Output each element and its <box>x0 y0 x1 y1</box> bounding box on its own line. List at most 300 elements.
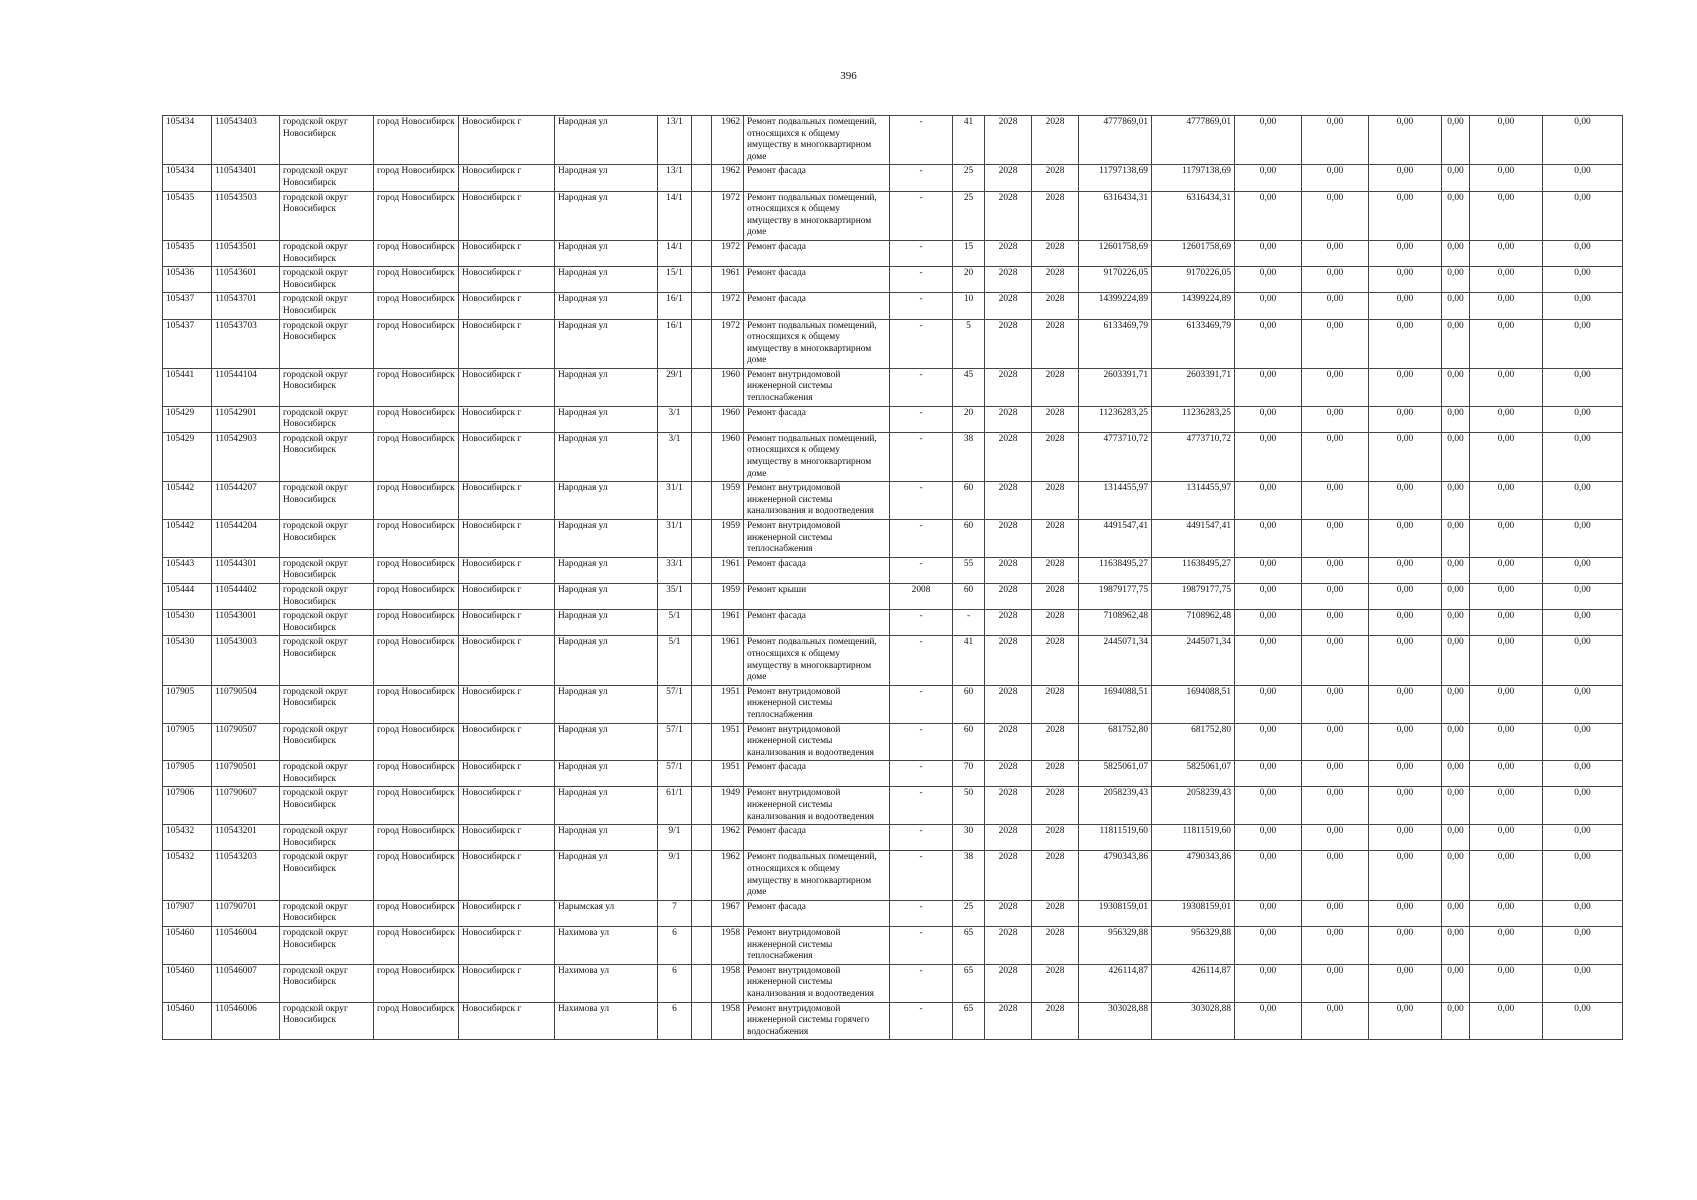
cell-plan-start: 2028 <box>985 636 1032 685</box>
cell-id: 105436 <box>163 267 212 293</box>
cell-street: Народная ул <box>555 319 658 368</box>
cell-empty <box>692 267 712 293</box>
cell-district: городской округ Новосибирск <box>280 165 374 191</box>
cell-last-repair: - <box>890 240 953 266</box>
cell-city: Новосибирск г <box>459 432 555 481</box>
cell-v6: 0,00 <box>1543 610 1623 636</box>
cell-settlement: город Новосибирск <box>374 368 459 406</box>
cell-v6: 0,00 <box>1543 267 1623 293</box>
cell-code: 110790607 <box>212 787 280 825</box>
cell-v3: 0,00 <box>1369 787 1442 825</box>
cell-id: 105429 <box>163 432 212 481</box>
cell-street: Народная ул <box>555 520 658 558</box>
cell-cost-fund: 4777869,01 <box>1152 116 1235 165</box>
cell-v1: 0,00 <box>1235 583 1302 609</box>
cell-district: городской округ Новосибирск <box>280 240 374 266</box>
cell-v1: 0,00 <box>1235 636 1302 685</box>
cell-v1: 0,00 <box>1235 116 1302 165</box>
cell-v1: 0,00 <box>1235 723 1302 761</box>
cell-empty <box>692 165 712 191</box>
cell-cost-fund: 6316434,31 <box>1152 191 1235 240</box>
cell-cost-total: 19308159,01 <box>1079 900 1152 926</box>
cell-city: Новосибирск г <box>459 583 555 609</box>
table-row <box>163 927 1623 965</box>
cell-settlement: город Новосибирск <box>374 964 459 1002</box>
cell-v3: 0,00 <box>1369 319 1442 368</box>
cell-empty <box>692 557 712 583</box>
cell-street: Народная ул <box>555 432 658 481</box>
cell-empty <box>692 964 712 1002</box>
cell-work: Ремонт подвальных помещений, относящихся к общему имуществу в многоквартирном доме <box>744 851 890 900</box>
cell-v4: 0,00 <box>1442 432 1470 481</box>
table-row <box>163 851 1623 900</box>
cell-id: 105442 <box>163 482 212 520</box>
cell-cost-total: 5825061,07 <box>1079 761 1152 787</box>
cell-settlement: город Новосибирск <box>374 293 459 319</box>
cell-house: 57/1 <box>658 761 692 787</box>
cell-work: Ремонт внутридомовой инженерной системы горячего водоснабжения <box>744 1002 890 1040</box>
cell-v2: 0,00 <box>1302 851 1369 900</box>
cell-v3: 0,00 <box>1369 685 1442 723</box>
cell-empty <box>692 406 712 432</box>
cell-wear: 55 <box>953 557 985 583</box>
cell-v2: 0,00 <box>1302 761 1369 787</box>
cell-empty <box>692 432 712 481</box>
cell-settlement: город Новосибирск <box>374 319 459 368</box>
cell-v3: 0,00 <box>1369 432 1442 481</box>
table-row <box>163 610 1623 636</box>
cell-cost-total: 11811519,60 <box>1079 825 1152 851</box>
cell-v3: 0,00 <box>1369 482 1442 520</box>
cell-settlement: город Новосибирск <box>374 240 459 266</box>
cell-cost-fund: 4773710,72 <box>1152 432 1235 481</box>
cell-code: 110544402 <box>212 583 280 609</box>
cell-work: Ремонт фасада <box>744 761 890 787</box>
cell-code: 110790504 <box>212 685 280 723</box>
cell-v5: 0,00 <box>1470 557 1543 583</box>
cell-wear: 60 <box>953 685 985 723</box>
cell-city: Новосибирск г <box>459 964 555 1002</box>
cell-v1: 0,00 <box>1235 851 1302 900</box>
cell-v2: 0,00 <box>1302 900 1369 926</box>
cell-street: Народная ул <box>555 557 658 583</box>
cell-id: 105432 <box>163 851 212 900</box>
cell-year: 1959 <box>712 520 744 558</box>
cell-city: Новосибирск г <box>459 557 555 583</box>
cell-plan-start: 2028 <box>985 557 1032 583</box>
cell-v1: 0,00 <box>1235 1002 1302 1040</box>
table-row <box>163 116 1623 165</box>
cell-v5: 0,00 <box>1470 165 1543 191</box>
cell-v4: 0,00 <box>1442 900 1470 926</box>
cell-last-repair: - <box>890 319 953 368</box>
cell-v4: 0,00 <box>1442 116 1470 165</box>
cell-wear: 60 <box>953 583 985 609</box>
cell-v4: 0,00 <box>1442 319 1470 368</box>
cell-plan-end: 2028 <box>1032 900 1079 926</box>
cell-v6: 0,00 <box>1543 191 1623 240</box>
cell-plan-end: 2028 <box>1032 368 1079 406</box>
cell-street: Нахимова ул <box>555 964 658 1002</box>
cell-v6: 0,00 <box>1543 851 1623 900</box>
cell-last-repair: - <box>890 406 953 432</box>
cell-street: Народная ул <box>555 787 658 825</box>
cell-plan-start: 2028 <box>985 432 1032 481</box>
cell-plan-end: 2028 <box>1032 406 1079 432</box>
table-row <box>163 1002 1623 1040</box>
cell-district: городской округ Новосибирск <box>280 482 374 520</box>
cell-v6: 0,00 <box>1543 432 1623 481</box>
cell-settlement: город Новосибирск <box>374 927 459 965</box>
cell-v4: 0,00 <box>1442 761 1470 787</box>
cell-wear: 45 <box>953 368 985 406</box>
cell-city: Новосибирск г <box>459 685 555 723</box>
cell-cost-fund: 2603391,71 <box>1152 368 1235 406</box>
cell-district: городской округ Новосибирск <box>280 761 374 787</box>
table-row <box>163 964 1623 1002</box>
cell-v2: 0,00 <box>1302 191 1369 240</box>
cell-v2: 0,00 <box>1302 240 1369 266</box>
cell-v4: 0,00 <box>1442 851 1470 900</box>
cell-street: Народная ул <box>555 636 658 685</box>
cell-empty <box>692 116 712 165</box>
cell-v5: 0,00 <box>1470 406 1543 432</box>
cell-code: 110543001 <box>212 610 280 636</box>
cell-last-repair: - <box>890 1002 953 1040</box>
cell-last-repair: - <box>890 165 953 191</box>
cell-cost-total: 956329,88 <box>1079 927 1152 965</box>
cell-last-repair: - <box>890 293 953 319</box>
cell-v1: 0,00 <box>1235 165 1302 191</box>
cell-v6: 0,00 <box>1543 825 1623 851</box>
cell-city: Новосибирск г <box>459 520 555 558</box>
cell-v1: 0,00 <box>1235 964 1302 1002</box>
cell-city: Новосибирск г <box>459 267 555 293</box>
cell-v6: 0,00 <box>1543 319 1623 368</box>
cell-plan-start: 2028 <box>985 964 1032 1002</box>
cell-work: Ремонт фасада <box>744 825 890 851</box>
cell-v6: 0,00 <box>1543 116 1623 165</box>
cell-v4: 0,00 <box>1442 787 1470 825</box>
cell-wear: 20 <box>953 267 985 293</box>
cell-wear: 5 <box>953 319 985 368</box>
cell-last-repair: - <box>890 520 953 558</box>
cell-plan-end: 2028 <box>1032 267 1079 293</box>
cell-city: Новосибирск г <box>459 851 555 900</box>
cell-empty <box>692 583 712 609</box>
cell-code: 110543503 <box>212 191 280 240</box>
cell-year: 1960 <box>712 432 744 481</box>
cell-plan-start: 2028 <box>985 851 1032 900</box>
cell-house: 13/1 <box>658 165 692 191</box>
cell-cost-total: 4777869,01 <box>1079 116 1152 165</box>
cell-id: 107905 <box>163 685 212 723</box>
cell-cost-total: 681752,80 <box>1079 723 1152 761</box>
cell-year: 1961 <box>712 636 744 685</box>
cell-wear: 10 <box>953 293 985 319</box>
cell-v4: 0,00 <box>1442 557 1470 583</box>
cell-v3: 0,00 <box>1369 900 1442 926</box>
cell-cost-total: 7108962,48 <box>1079 610 1152 636</box>
cell-house: 15/1 <box>658 267 692 293</box>
cell-year: 1961 <box>712 557 744 583</box>
cell-v2: 0,00 <box>1302 1002 1369 1040</box>
cell-house: 3/1 <box>658 406 692 432</box>
cell-wear: 15 <box>953 240 985 266</box>
cell-empty <box>692 851 712 900</box>
cell-year: 1958 <box>712 964 744 1002</box>
cell-id: 105430 <box>163 610 212 636</box>
cell-district: городской округ Новосибирск <box>280 851 374 900</box>
cell-plan-end: 2028 <box>1032 851 1079 900</box>
cell-street: Народная ул <box>555 482 658 520</box>
cell-id: 105434 <box>163 116 212 165</box>
cell-empty <box>692 482 712 520</box>
cell-plan-end: 2028 <box>1032 1002 1079 1040</box>
cell-v3: 0,00 <box>1369 636 1442 685</box>
cell-year: 1962 <box>712 116 744 165</box>
cell-v2: 0,00 <box>1302 165 1369 191</box>
cell-id: 105441 <box>163 368 212 406</box>
cell-settlement: город Новосибирск <box>374 723 459 761</box>
cell-work: Ремонт внутридомовой инженерной системы канализования и водоотведения <box>744 787 890 825</box>
cell-street: Народная ул <box>555 267 658 293</box>
cell-v3: 0,00 <box>1369 520 1442 558</box>
cell-work: Ремонт фасада <box>744 610 890 636</box>
cell-house: 57/1 <box>658 723 692 761</box>
cell-house: 16/1 <box>658 319 692 368</box>
table-row <box>163 191 1623 240</box>
cell-wear: 20 <box>953 406 985 432</box>
cell-wear: - <box>953 610 985 636</box>
cell-cost-fund: 11811519,60 <box>1152 825 1235 851</box>
cell-v6: 0,00 <box>1543 520 1623 558</box>
cell-settlement: город Новосибирск <box>374 116 459 165</box>
cell-code: 110546006 <box>212 1002 280 1040</box>
cell-v1: 0,00 <box>1235 610 1302 636</box>
cell-v2: 0,00 <box>1302 557 1369 583</box>
cell-year: 1951 <box>712 761 744 787</box>
cell-district: городской округ Новосибирск <box>280 557 374 583</box>
cell-cost-fund: 5825061,07 <box>1152 761 1235 787</box>
cell-cost-total: 303028,88 <box>1079 1002 1152 1040</box>
cell-v2: 0,00 <box>1302 368 1369 406</box>
cell-settlement: город Новосибирск <box>374 432 459 481</box>
cell-city: Новосибирск г <box>459 319 555 368</box>
cell-settlement: город Новосибирск <box>374 557 459 583</box>
cell-work: Ремонт фасада <box>744 557 890 583</box>
cell-v6: 0,00 <box>1543 685 1623 723</box>
cell-cost-total: 11797138,69 <box>1079 165 1152 191</box>
cell-id: 105429 <box>163 406 212 432</box>
cell-cost-total: 11638495,27 <box>1079 557 1152 583</box>
cell-settlement: город Новосибирск <box>374 165 459 191</box>
table-row <box>163 406 1623 432</box>
cell-plan-start: 2028 <box>985 191 1032 240</box>
cell-plan-start: 2028 <box>985 406 1032 432</box>
cell-v5: 0,00 <box>1470 432 1543 481</box>
cell-cost-fund: 681752,80 <box>1152 723 1235 761</box>
cell-house: 14/1 <box>658 191 692 240</box>
cell-plan-end: 2028 <box>1032 557 1079 583</box>
cell-city: Новосибирск г <box>459 165 555 191</box>
cell-year: 1959 <box>712 482 744 520</box>
cell-v2: 0,00 <box>1302 482 1369 520</box>
cell-street: Народная ул <box>555 723 658 761</box>
cell-city: Новосибирск г <box>459 610 555 636</box>
table-row <box>163 557 1623 583</box>
cell-v2: 0,00 <box>1302 520 1369 558</box>
cell-cost-total: 6316434,31 <box>1079 191 1152 240</box>
cell-city: Новосибирск г <box>459 191 555 240</box>
cell-v5: 0,00 <box>1470 900 1543 926</box>
cell-work: Ремонт подвальных помещений, относящихся к общему имуществу в многоквартирном доме <box>744 191 890 240</box>
cell-v2: 0,00 <box>1302 636 1369 685</box>
cell-plan-start: 2028 <box>985 368 1032 406</box>
cell-city: Новосибирск г <box>459 1002 555 1040</box>
cell-cost-fund: 426114,87 <box>1152 964 1235 1002</box>
cell-cost-total: 1314455,97 <box>1079 482 1152 520</box>
cell-year: 1962 <box>712 165 744 191</box>
cell-v5: 0,00 <box>1470 319 1543 368</box>
cell-last-repair: - <box>890 927 953 965</box>
cell-settlement: город Новосибирск <box>374 636 459 685</box>
cell-v4: 0,00 <box>1442 191 1470 240</box>
cell-id: 105437 <box>163 293 212 319</box>
cell-street: Народная ул <box>555 825 658 851</box>
cell-plan-end: 2028 <box>1032 787 1079 825</box>
cell-v4: 0,00 <box>1442 685 1470 723</box>
cell-v5: 0,00 <box>1470 583 1543 609</box>
cell-house: 16/1 <box>658 293 692 319</box>
cell-year: 1960 <box>712 368 744 406</box>
cell-empty <box>692 319 712 368</box>
cell-last-repair: - <box>890 851 953 900</box>
cell-plan-start: 2028 <box>985 240 1032 266</box>
cell-street: Народная ул <box>555 165 658 191</box>
cell-work: Ремонт внутридомовой инженерной системы теплоснабжения <box>744 520 890 558</box>
cell-code: 110790701 <box>212 900 280 926</box>
cell-v3: 0,00 <box>1369 557 1442 583</box>
cell-street: Нахимова ул <box>555 927 658 965</box>
cell-last-repair: - <box>890 761 953 787</box>
cell-work: Ремонт фасада <box>744 293 890 319</box>
cell-v3: 0,00 <box>1369 191 1442 240</box>
table-row <box>163 432 1623 481</box>
cell-plan-start: 2028 <box>985 927 1032 965</box>
cell-v1: 0,00 <box>1235 267 1302 293</box>
cell-street: Народная ул <box>555 685 658 723</box>
cell-wear: 65 <box>953 927 985 965</box>
cell-empty <box>692 761 712 787</box>
cell-v5: 0,00 <box>1470 685 1543 723</box>
cell-v1: 0,00 <box>1235 825 1302 851</box>
cell-v3: 0,00 <box>1369 610 1442 636</box>
cell-house: 6 <box>658 964 692 1002</box>
cell-v5: 0,00 <box>1470 368 1543 406</box>
cell-work: Ремонт подвальных помещений, относящихся к общему имуществу в многоквартирном доме <box>744 636 890 685</box>
cell-district: городской округ Новосибирск <box>280 610 374 636</box>
cell-wear: 60 <box>953 482 985 520</box>
cell-last-repair: - <box>890 787 953 825</box>
cell-cost-fund: 12601758,69 <box>1152 240 1235 266</box>
cell-year: 1949 <box>712 787 744 825</box>
cell-district: городской округ Новосибирск <box>280 368 374 406</box>
cell-id: 105460 <box>163 964 212 1002</box>
cell-district: городской округ Новосибирск <box>280 319 374 368</box>
cell-cost-fund: 2058239,43 <box>1152 787 1235 825</box>
cell-district: городской округ Новосибирск <box>280 964 374 1002</box>
cell-city: Новосибирск г <box>459 116 555 165</box>
cell-last-repair: - <box>890 432 953 481</box>
cell-street: Народная ул <box>555 761 658 787</box>
cell-district: городской округ Новосибирск <box>280 1002 374 1040</box>
cell-v4: 0,00 <box>1442 293 1470 319</box>
cell-plan-start: 2028 <box>985 1002 1032 1040</box>
cell-last-repair: - <box>890 610 953 636</box>
cell-cost-total: 2603391,71 <box>1079 368 1152 406</box>
cell-settlement: город Новосибирск <box>374 583 459 609</box>
cell-v4: 0,00 <box>1442 267 1470 293</box>
cell-wear: 25 <box>953 191 985 240</box>
cell-v1: 0,00 <box>1235 319 1302 368</box>
cell-cost-fund: 11638495,27 <box>1152 557 1235 583</box>
cell-cost-fund: 2445071,34 <box>1152 636 1235 685</box>
cell-house: 3/1 <box>658 432 692 481</box>
cell-cost-total: 12601758,69 <box>1079 240 1152 266</box>
cell-v5: 0,00 <box>1470 482 1543 520</box>
cell-code: 110546007 <box>212 964 280 1002</box>
cell-district: городской округ Новосибирск <box>280 927 374 965</box>
cell-wear: 41 <box>953 636 985 685</box>
cell-v6: 0,00 <box>1543 165 1623 191</box>
cell-year: 1959 <box>712 583 744 609</box>
cell-v3: 0,00 <box>1369 723 1442 761</box>
cell-city: Новосибирск г <box>459 482 555 520</box>
cell-plan-start: 2028 <box>985 520 1032 558</box>
cell-wear: 65 <box>953 964 985 1002</box>
cell-v1: 0,00 <box>1235 900 1302 926</box>
cell-city: Новосибирск г <box>459 240 555 266</box>
cell-v3: 0,00 <box>1369 116 1442 165</box>
cell-street: Народная ул <box>555 240 658 266</box>
cell-v6: 0,00 <box>1543 583 1623 609</box>
cell-plan-end: 2028 <box>1032 293 1079 319</box>
cell-plan-start: 2028 <box>985 610 1032 636</box>
cell-work: Ремонт внутридомовой инженерной системы канализования и водоотведения <box>744 482 890 520</box>
cell-cost-total: 14399224,89 <box>1079 293 1152 319</box>
cell-house: 57/1 <box>658 685 692 723</box>
cell-work: Ремонт фасада <box>744 406 890 432</box>
cell-v4: 0,00 <box>1442 636 1470 685</box>
cell-cost-fund: 6133469,79 <box>1152 319 1235 368</box>
table-row <box>163 583 1623 609</box>
cell-cost-total: 19879177,75 <box>1079 583 1152 609</box>
cell-v6: 0,00 <box>1543 927 1623 965</box>
cell-code: 110790507 <box>212 723 280 761</box>
cell-street: Народная ул <box>555 406 658 432</box>
cell-code: 110543501 <box>212 240 280 266</box>
cell-house: 35/1 <box>658 583 692 609</box>
cell-wear: 38 <box>953 851 985 900</box>
cell-house: 6 <box>658 1002 692 1040</box>
table-row <box>163 293 1623 319</box>
cell-wear: 65 <box>953 1002 985 1040</box>
cell-street: Нахимова ул <box>555 1002 658 1040</box>
cell-cost-fund: 11236283,25 <box>1152 406 1235 432</box>
cell-year: 1962 <box>712 825 744 851</box>
cell-empty <box>692 1002 712 1040</box>
